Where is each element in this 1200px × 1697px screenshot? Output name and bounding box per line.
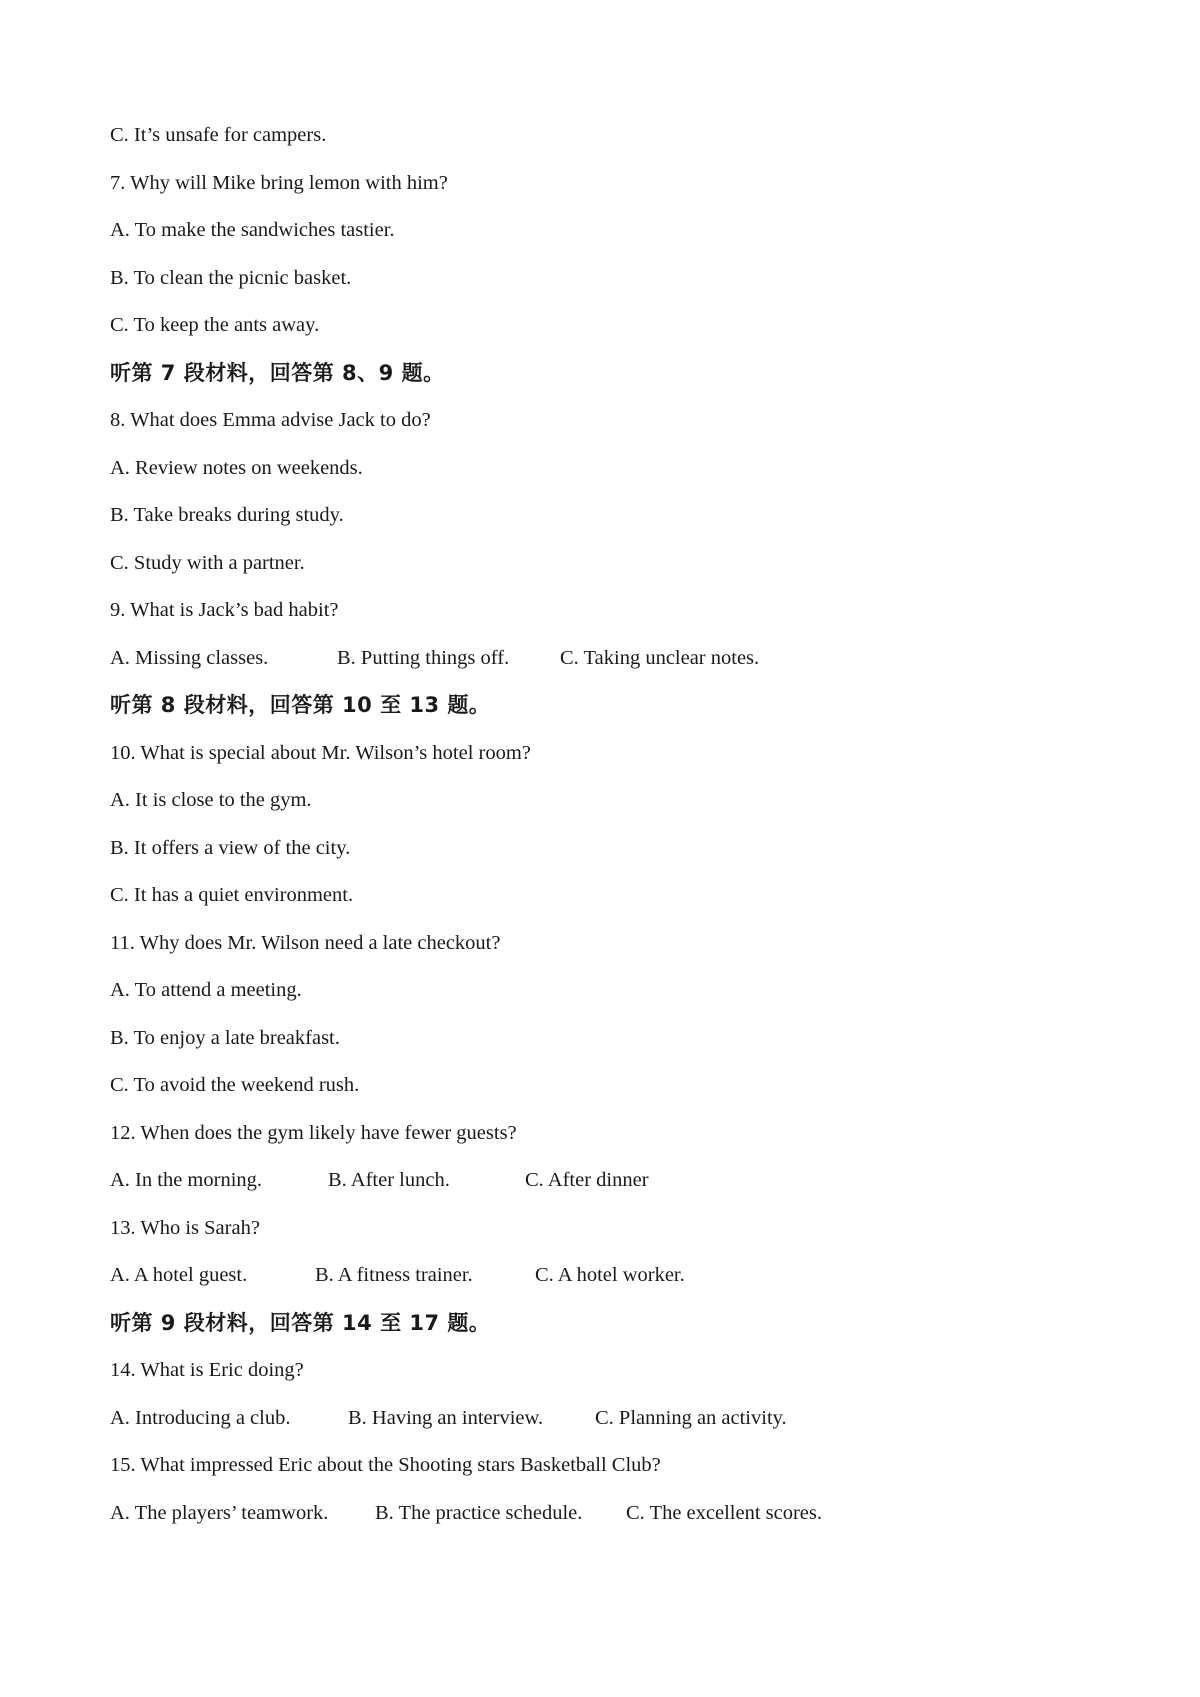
answer-option: C. To keep the ants away. <box>110 314 320 336</box>
answer-options-row <box>110 1163 1110 1211</box>
question-text: 15. What impressed Eric about the Shooting stars Basketball Club? <box>110 1454 661 1476</box>
answer-option: A. To make the sandwiches tastier. <box>110 219 395 241</box>
answer-option: C. The excellent scores. <box>626 1501 823 1524</box>
answer-option: C. To avoid the weekend rush. <box>110 1074 360 1096</box>
question-text: 12. When does the gym likely have fewer guests? <box>110 1121 517 1144</box>
answer-option: A. A hotel guest. <box>110 1264 248 1286</box>
section-heading: 听第 8 段材料，回答第 10 至 13 题。 <box>110 693 491 717</box>
answer-option: A. Introducing a club. <box>110 1406 291 1429</box>
answer-option: A. In the morning. <box>110 1169 263 1191</box>
answer-option: C. Study with a partner. <box>110 551 305 574</box>
answer-option: B. To clean the picnic basket. <box>110 266 352 289</box>
answer-options-row <box>110 1401 1110 1449</box>
answer-option: C. It has a quiet environment. <box>110 884 354 906</box>
answer-option: B. Having an interview. <box>348 1406 544 1429</box>
answer-option: A. Review notes on weekends. <box>110 456 363 479</box>
answer-option: A. It is close to the gym. <box>110 789 312 811</box>
answer-options-row <box>110 1258 1110 1306</box>
answer-option: A. To attend a meeting. <box>110 979 302 1001</box>
answer-option: C. Planning an activity. <box>595 1406 787 1429</box>
answer-option: B. Take breaks during study. <box>110 504 344 526</box>
question-text: 10. What is special about Mr. Wilson’s hotel room? <box>110 741 531 764</box>
question-text: 8. What does Emma advise Jack to do? <box>110 409 431 431</box>
answer-option: A. The players’ teamwork. <box>110 1501 329 1524</box>
question-text: 11. Why does Mr. Wilson need a late checkout? <box>110 931 501 954</box>
answer-option: C. After dinner <box>525 1169 649 1191</box>
section-heading: 听第 9 段材料，回答第 14 至 17 题。 <box>110 1310 491 1335</box>
answer-option: A. Missing classes. <box>110 646 269 669</box>
answer-option: C. It’s unsafe for campers. <box>110 124 327 146</box>
question-text: 9. What is Jack’s bad habit? <box>110 599 339 621</box>
question-text: 7. Why will Mike bring lemon with him? <box>110 171 448 194</box>
answer-option: B. The practice schedule. <box>375 1501 583 1524</box>
answer-option: B. It offers a view of the city. <box>110 836 351 859</box>
answer-option: B. To enjoy a late breakfast. <box>110 1026 340 1049</box>
answer-option: C. Taking unclear notes. <box>560 646 760 669</box>
answer-option: C. A hotel worker. <box>535 1264 685 1286</box>
answer-option: B. A fitness trainer. <box>315 1264 473 1286</box>
exam-page <box>110 118 1110 1543</box>
answer-option: B. Putting things off. <box>337 646 510 669</box>
answer-options-row <box>110 1496 1110 1544</box>
section-heading: 听第 7 段材料，回答第 8、9 题。 <box>110 360 445 385</box>
question-text: 14. What is Eric doing? <box>110 1359 304 1381</box>
answer-options-row <box>110 641 1110 689</box>
question-text: 13. Who is Sarah? <box>110 1216 260 1239</box>
answer-option: B. After lunch. <box>328 1169 450 1191</box>
